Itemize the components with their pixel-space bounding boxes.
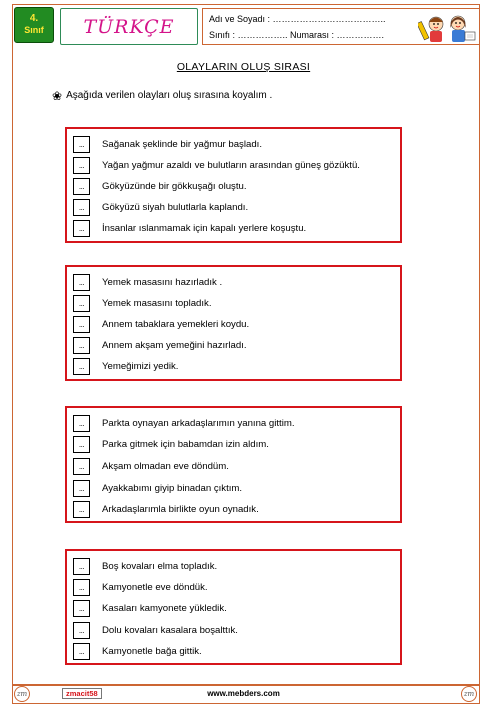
event-text: Yemeğimizi yedik. xyxy=(102,361,179,372)
list-item xyxy=(73,501,259,518)
answer-box[interactable]: ... xyxy=(73,274,90,291)
list-item xyxy=(73,316,249,333)
event-text: Kamyonetle eve döndük. xyxy=(102,582,208,593)
list-item xyxy=(73,436,269,453)
event-text: Yemek masasını topladık. xyxy=(102,298,212,309)
event-text: Akşam olmadan eve döndüm. xyxy=(102,461,229,472)
zm-logo-left: zm xyxy=(14,686,30,702)
list-item xyxy=(73,558,217,575)
event-text: Ayakkabımı giyip binadan çıktım. xyxy=(102,483,243,494)
list-item xyxy=(73,622,238,639)
answer-box[interactable]: ... xyxy=(73,579,90,596)
list-item xyxy=(73,579,208,596)
name-field[interactable]: Adı ve Soyadı : ……………………………….. xyxy=(209,14,386,24)
subject-title-box xyxy=(60,8,198,45)
list-item xyxy=(73,220,306,237)
answer-box[interactable]: ... xyxy=(73,501,90,518)
answer-box[interactable]: ... xyxy=(73,358,90,375)
list-item xyxy=(73,600,227,617)
event-text: Yemek masasını hazırladık . xyxy=(102,277,223,288)
answer-box[interactable]: ... xyxy=(73,480,90,497)
event-group-3 xyxy=(65,406,402,523)
event-text: Annem akşam yemeğini hazırladı. xyxy=(102,340,247,351)
event-text: Annem tabaklara yemekleri koydu. xyxy=(102,319,250,330)
list-item xyxy=(73,178,247,195)
answer-box[interactable]: ... xyxy=(73,558,90,575)
pencil-icon xyxy=(418,21,429,39)
event-text: Dolu kovaları kasalara boşalttık. xyxy=(102,625,238,636)
list-item xyxy=(73,480,242,497)
event-text: Parka gitmek için babamdan izin aldım. xyxy=(102,439,269,450)
answer-box[interactable]: ... xyxy=(73,643,90,660)
event-text: Yağan yağmur azaldı ve bulutların arasından güneş gözüktü. xyxy=(102,160,360,171)
list-item xyxy=(73,199,248,216)
list-item xyxy=(73,136,262,153)
website-link[interactable]: www.mebders.com xyxy=(207,689,280,698)
footer-divider xyxy=(12,684,480,686)
children-illustration-icon xyxy=(418,10,478,44)
event-text: Gökyüzünde bir gökkuşağı oluştu. xyxy=(102,181,247,192)
answer-box[interactable]: ... xyxy=(73,199,90,216)
event-text: Kamyonetle bağa gittik. xyxy=(102,646,202,657)
answer-box[interactable]: ... xyxy=(73,600,90,617)
class-number-field[interactable]: Sınıfı : …………….. Numarası : ……………. xyxy=(209,30,385,40)
list-item xyxy=(73,458,229,475)
list-item xyxy=(73,157,360,174)
answer-box[interactable]: ... xyxy=(73,178,90,195)
answer-box[interactable]: ... xyxy=(73,458,90,475)
answer-box[interactable]: ... xyxy=(73,415,90,432)
zm-logo-right: zm xyxy=(461,686,477,702)
answer-box[interactable]: ... xyxy=(73,622,90,639)
instruction xyxy=(52,90,272,101)
event-text: Kasaları kamyonete yükledik. xyxy=(102,603,227,614)
event-text: Sağanak şeklinde bir yağmur başladı. xyxy=(102,139,262,150)
event-text: Gökyüzü siyah bulutlarla kaplandı. xyxy=(102,202,249,213)
event-text: Parkta oynayan arkadaşlarımın yanına gittim. xyxy=(102,418,295,429)
grade-number: 4. xyxy=(29,13,39,24)
instruction-text: Aşağıda verilen olayları oluş sırasına koyalım . xyxy=(66,90,273,101)
answer-box[interactable]: ... xyxy=(73,136,90,153)
answer-box[interactable]: ... xyxy=(73,337,90,354)
list-item xyxy=(73,358,178,375)
list-item xyxy=(73,295,212,312)
event-group-2 xyxy=(65,265,402,381)
list-item xyxy=(73,337,247,354)
event-text: İnsanlar ıslanmamak için kapalı yerlere koşuştu. xyxy=(102,223,307,234)
event-group-4 xyxy=(65,549,402,665)
event-text: Arkadaşlarımla birlikte oyun oynadık. xyxy=(102,504,259,515)
answer-box[interactable]: ... xyxy=(73,436,90,453)
answer-box[interactable]: ... xyxy=(73,295,90,312)
answer-box[interactable]: ... xyxy=(73,157,90,174)
event-text: Boş kovaları elma topladık. xyxy=(102,561,218,572)
list-item xyxy=(73,415,295,432)
answer-box[interactable]: ... xyxy=(73,316,90,333)
list-item xyxy=(73,274,222,291)
author-tag: zmacit58 xyxy=(62,688,102,699)
event-group-1 xyxy=(65,127,402,243)
grade-label: Sınıf xyxy=(24,25,44,35)
section-title: OLAYLARIN OLUŞ SIRASI xyxy=(176,61,311,73)
grade-badge xyxy=(14,7,54,43)
answer-box[interactable]: ... xyxy=(73,220,90,237)
subject-title: TÜRKÇE xyxy=(83,15,175,38)
list-item xyxy=(73,643,202,660)
flower-bullet-icon: ❀ xyxy=(52,88,63,103)
